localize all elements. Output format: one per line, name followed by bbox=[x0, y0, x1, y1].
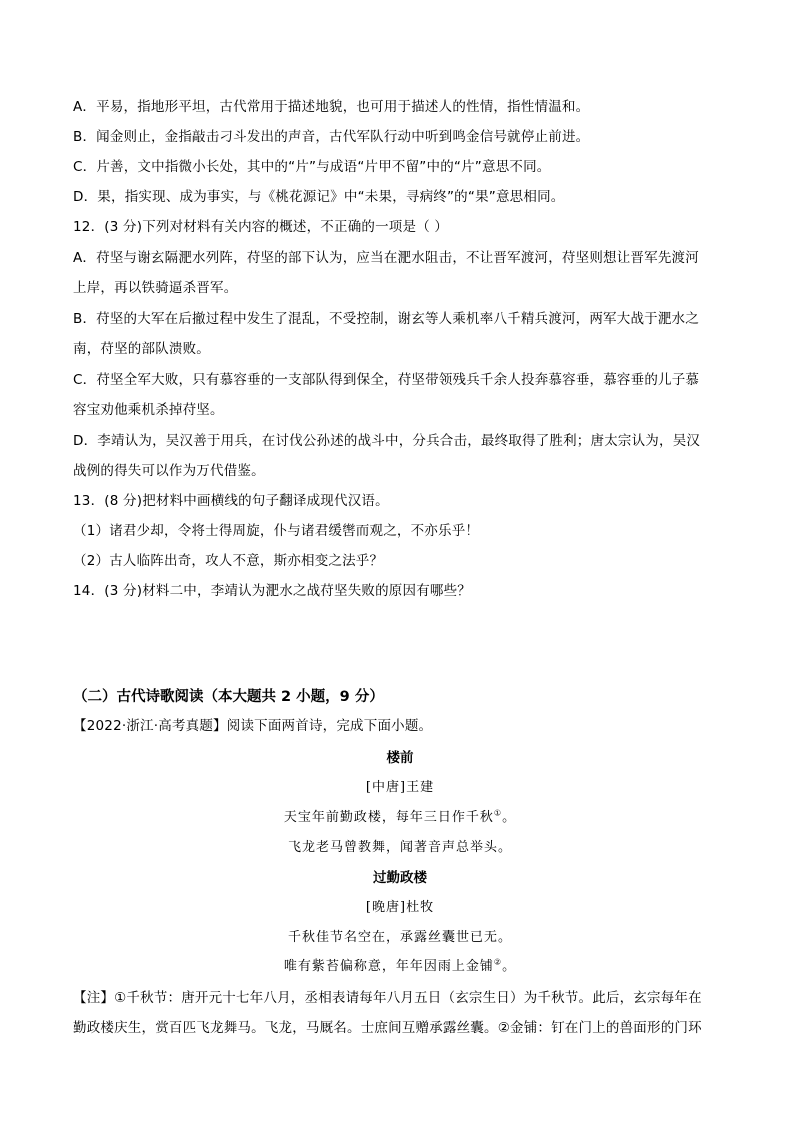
poem2-author: [晚唐]杜牧 bbox=[365, 900, 435, 915]
q14-stem: 14．(3 分)材料二中，李靖认为淝水之战苻坚失败的原因有哪些？ bbox=[73, 583, 471, 599]
poem1-line2: 飞龙老马曾教舞，闻著音声总举头。 bbox=[287, 840, 512, 855]
footnote-mark-2: ② bbox=[493, 957, 503, 967]
q11-option-b: B．闻金则止，金指敲击刁斗发出的声音，古代军队行动中听到鸣金信号就停止前进。 bbox=[73, 129, 590, 145]
q13-stem: 13．(8 分)把材料中画横线的句子翻译成现代汉语。 bbox=[73, 493, 389, 509]
q12-option-c-line2: 容宝劝他乘机杀掉苻坚。 bbox=[73, 402, 224, 418]
q13-sentence-2: （2）古人临阵出奇，攻人不意，斯亦相变之法乎？ bbox=[73, 553, 384, 569]
footnote-mark-1: ① bbox=[493, 808, 503, 818]
q11-option-c: C．片善，文中指微小长处，其中的“片”与成语“片甲不留”中的“片”意思不同。 bbox=[73, 159, 551, 175]
q12-option-d-line2: 战例的得失可以作为万代借鉴。 bbox=[73, 463, 265, 479]
poem1-title: 楼前 bbox=[386, 750, 414, 766]
q13-sentence-1: （1）诸君少却，令将士得周旋，仆与诸君缓辔而观之，不亦乐乎！ bbox=[73, 523, 480, 539]
q12-option-d-line1: D．李靖认为，吴汉善于用兵，在讨伐公孙述的战斗中，分兵合击，最终取得了胜利；唐太宗认为，吴汉 bbox=[73, 433, 701, 449]
poem2-title: 过勤政楼 bbox=[373, 870, 427, 886]
q12-stem: 12．(3 分)下列对材料有关内容的概述，不正确的一项是（ ） bbox=[73, 219, 449, 235]
section-intro: 【2022·浙江·高考真题】阅读下面两首诗，完成下面小题。 bbox=[73, 718, 433, 734]
poem2-line2-text: 唯有紫苔偏称意，年年因雨上金铺 bbox=[283, 959, 494, 974]
q12-option-b-line2: 南，苻坚的部队溃败。 bbox=[73, 341, 210, 357]
poem1-line1-text: 天宝年前勤政楼，每年三日作千秋 bbox=[283, 810, 494, 825]
q12-option-a-line1: A．苻坚与谢玄隔淝水列阵，苻坚的部下认为，应当在淝水阻击，不让晋军渡河，苻坚则想让晋军先渡河 bbox=[73, 250, 699, 266]
q12-option-a-line2: 上岸，再以铁骑逼杀晋军。 bbox=[73, 280, 238, 296]
note-line2: 勤政楼庆生，赏百匹飞龙舞马。飞龙，马厩名。士庶间互赠承露丝囊。②金铺：钉在门上的兽面形的门环 bbox=[73, 1020, 702, 1036]
poem2-line2 bbox=[0, 957, 800, 977]
q11-option-d: D．果，指实现、成为事实，与《桃花源记》中“未果，寻病终”的“果”意思相同。 bbox=[73, 189, 565, 205]
q11-option-a: A．平易，指地形平坦，古代常用于描述地貌，也可用于描述人的性情，指性情温和。 bbox=[73, 99, 590, 115]
poem1-line1 bbox=[0, 808, 800, 828]
q12-option-c-line1: C．苻坚全军大败，只有慕容垂的一支部队得到保全，苻坚带领残兵千余人投奔慕容垂，慕容垂的儿子慕 bbox=[73, 372, 700, 388]
note-line1: 【注】①千秋节：唐开元十七年八月，丞相表请每年八月五日（玄宗生日）为千秋节。此后，玄宗每年在 bbox=[73, 990, 702, 1006]
section-heading: （二）古代诗歌阅读（本大题共 2 小题，9 分） bbox=[73, 689, 384, 705]
poem2-line1: 千秋佳节名空在，承露丝囊世已无。 bbox=[287, 930, 512, 945]
poem1-line1-end: 。 bbox=[502, 810, 517, 825]
poem1-author: [中唐]王建 bbox=[365, 780, 435, 795]
poem2-line2-end: 。 bbox=[502, 959, 517, 974]
q12-option-b-line1: B．苻坚的大军在后撤过程中发生了混乱，不受控制，谢玄等人乘机率八千精兵渡河，两军大战于淝水之 bbox=[73, 311, 699, 327]
